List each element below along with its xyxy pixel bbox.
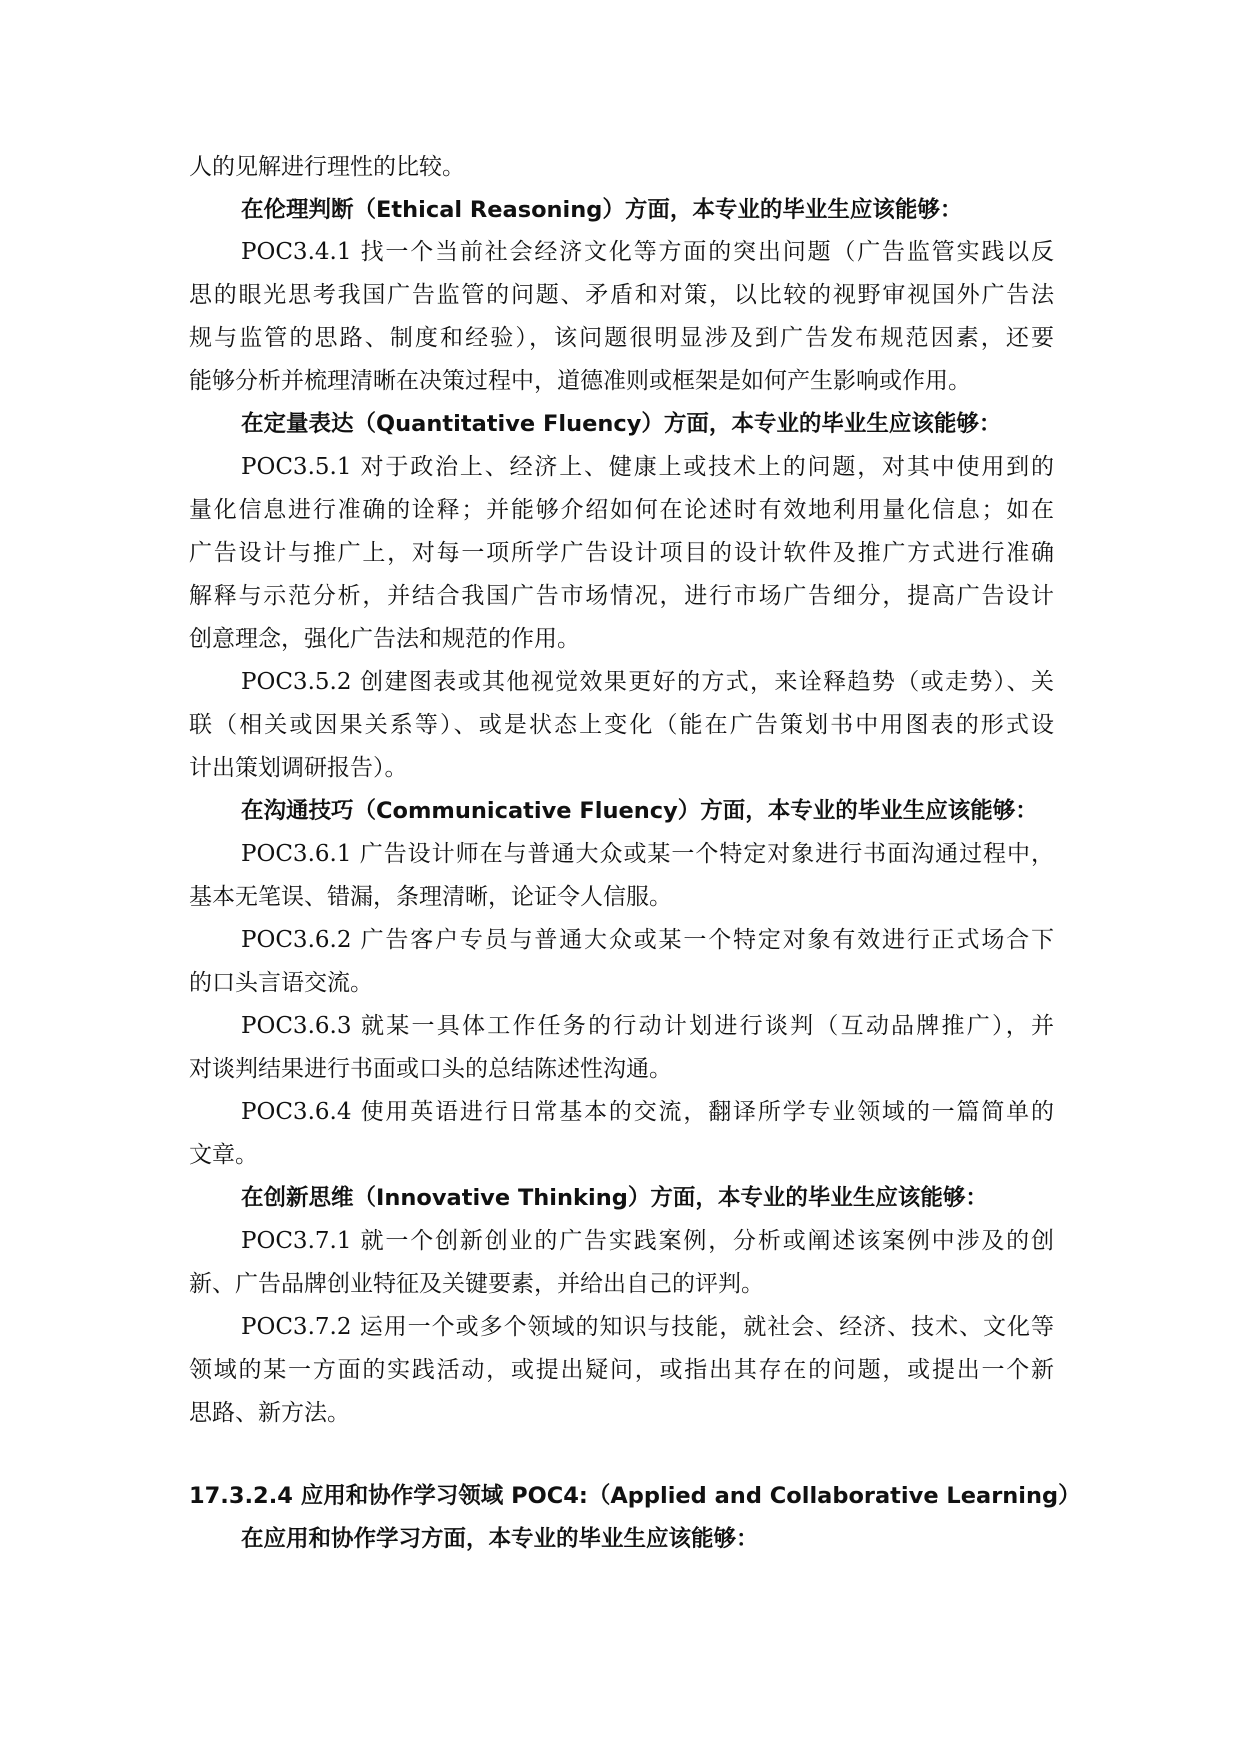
paragraph-line: 的口头言语交流。 xyxy=(189,970,373,996)
section-heading-ethical-reasoning: 在伦理判断（Ethical Reasoning）方面，本专业的毕业生应该能够： xyxy=(241,197,963,223)
paragraph-line: POC3.6.1 广告设计师在与普通大众或某一个特定对象进行书面沟通过程中， xyxy=(241,841,1054,867)
paragraph-line: 思的眼光思考我国广告监管的问题、矛盾和对策，以比较的视野审视国外广告法 xyxy=(189,282,1054,308)
section-heading-applied-learning: 在应用和协作学习方面，本专业的毕业生应该能够： xyxy=(241,1526,759,1552)
paragraph-line: 能够分析并梳理清晰在决策过程中，道德准则或框架是如何产生影响或作用。 xyxy=(189,368,971,394)
paragraph-line: POC3.7.2 运用一个或多个领域的知识与技能，就社会、经济、技术、文化等 xyxy=(241,1314,1054,1340)
paragraph-line: POC3.5.1 对于政治上、经济上、健康上或技术上的问题，对其中使用到的 xyxy=(241,454,1054,480)
paragraph-line: POC3.4.1 找一个当前社会经济文化等方面的突出问题（广告监管实践以反 xyxy=(241,239,1054,265)
paragraph-line: 新、广告品牌创业特征及关键要素，并给出自己的评判。 xyxy=(189,1271,764,1297)
paragraph-line: POC3.5.2 创建图表或其他视觉效果更好的方式，来诠释趋势（或走势）、关 xyxy=(241,669,1054,695)
section-title-poc4: 17.3.2.4 应用和协作学习领域 POC4:（Applied and Collaborative Learning） xyxy=(189,1483,1081,1509)
paragraph-line: POC3.7.1 就一个创新创业的广告实践案例，分析或阐述该案例中涉及的创 xyxy=(241,1228,1054,1254)
paragraph-line: POC3.6.2 广告客户专员与普通大众或某一个特定对象有效进行正式场合下 xyxy=(241,927,1054,953)
paragraph-line: 计出策划调研报告）。 xyxy=(189,755,408,781)
paragraph-line: 创意理念，强化广告法和规范的作用。 xyxy=(189,626,580,652)
paragraph-line: 领域的某一方面的实践活动，或提出疑问，或指出其存在的问题，或提出一个新 xyxy=(189,1357,1054,1383)
paragraph-line: 基本无笔误、错漏，条理清晰，论证令人信服。 xyxy=(189,884,672,910)
section-heading-quantitative-fluency: 在定量表达（Quantitative Fluency）方面，本专业的毕业生应该能够： xyxy=(241,411,1002,437)
section-heading-communicative-fluency: 在沟通技巧（Communicative Fluency）方面，本专业的毕业生应该能够： xyxy=(241,798,1038,824)
paragraph-line: 解释与示范分析，并结合我国广告市场情况，进行市场广告细分，提高广告设计 xyxy=(189,583,1054,609)
paragraph-line: 文章。 xyxy=(189,1142,258,1168)
section-heading-innovative-thinking: 在创新思维（Innovative Thinking）方面，本专业的毕业生应该能够： xyxy=(241,1185,988,1211)
paragraph-line: 对谈判结果进行书面或口头的总结陈述性沟通。 xyxy=(189,1056,672,1082)
paragraph-line: 人的见解进行理性的比较。 xyxy=(189,154,465,180)
paragraph-line: 联（相关或因果关系等）、或是状态上变化（能在广告策划书中用图表的形式设 xyxy=(189,712,1054,738)
paragraph-line: 规与监管的思路、制度和经验），该问题很明显涉及到广告发布规范因素，还要 xyxy=(189,325,1054,351)
paragraph-line: 思路、新方法。 xyxy=(189,1400,350,1426)
paragraph-line: 广告设计与推广上，对每一项所学广告设计项目的设计软件及推广方式进行准确 xyxy=(189,540,1054,566)
paragraph-line: 量化信息进行准确的诠释；并能够介绍如何在论述时有效地利用量化信息；如在 xyxy=(189,497,1054,523)
paragraph-line: POC3.6.4 使用英语进行日常基本的交流，翻译所学专业领域的一篇简单的 xyxy=(241,1099,1054,1125)
paragraph-line: POC3.6.3 就某一具体工作任务的行动计划进行谈判（互动品牌推广），并 xyxy=(241,1013,1054,1039)
